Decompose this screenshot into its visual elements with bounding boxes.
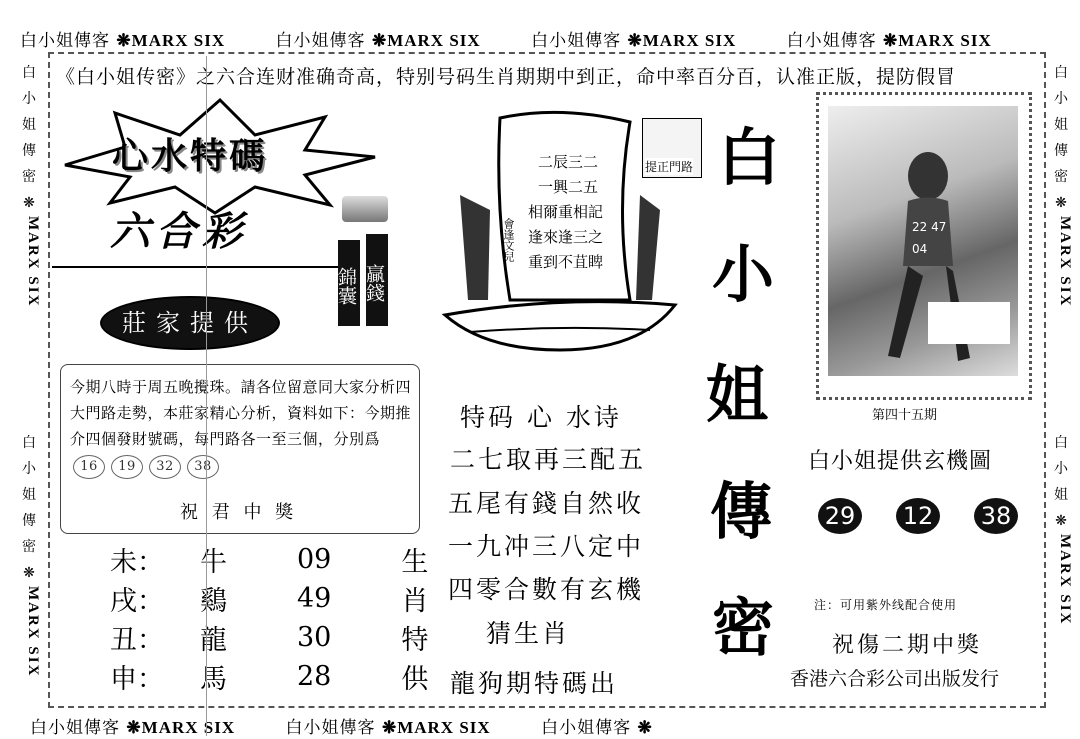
sail-side-text: 會逢文兒 <box>502 218 515 262</box>
info-box-text: 今期八時于周五晚攪珠。請各位留意同大家分析四大門路走勢，本莊家精心分析，資料如下：今期推介四個發財號碼，每門路各一至三個，分別爲 16 19 32 38 <box>70 374 416 479</box>
right-side-column-2: 白 小 姐 ❋ MARX SIX <box>1054 435 1073 626</box>
bottom-banner <box>30 713 697 738</box>
road-label: 提正門路 <box>645 160 694 174</box>
table-row: 丑： 龍 30 特 <box>110 622 429 656</box>
big-title-char: 傳 <box>710 475 773 548</box>
provider-oval: 莊家提供 <box>100 296 280 350</box>
big-title-char: 密 <box>712 591 775 664</box>
banner-item: 白小姐傳客 ❋MARX SIX <box>275 31 481 51</box>
table-row: 戌： 鷄 49 肖 <box>110 583 429 617</box>
issue-label: 第四十五期 <box>872 408 938 423</box>
photo-image <box>828 106 1018 376</box>
road-box <box>642 118 702 178</box>
table-row: 申： 馬 28 供 <box>110 661 429 695</box>
box-number: 19 <box>111 455 143 479</box>
uv-note: 注：可用紫外线配合使用 <box>814 598 958 612</box>
banner-item: 白小姐傳客 ❋MARX SIX <box>285 718 491 738</box>
box-wish: 祝 君 中 獎 <box>180 502 298 523</box>
big-title-char: 小 <box>712 238 775 311</box>
banner-item: 白小姐傳客 ❋MARX SIX <box>786 31 992 51</box>
box-number: 16 <box>73 455 105 479</box>
poem-line: 二七取再三配五 <box>450 445 647 474</box>
big-title-char: 白 <box>718 121 781 194</box>
right-side-column: 白 小 姐 傳 密 ❋ MARX SIX <box>1054 65 1073 308</box>
lucky-ball: 12 <box>896 498 940 534</box>
provide-title: 白小姐提供玄機圖 <box>808 449 993 474</box>
lucky-ball: 38 <box>974 498 1018 534</box>
poem-title: 特码 心 水诗 <box>460 403 622 432</box>
left-side-column: 白 小 姐 傳 密 ❋ MARX SIX <box>18 60 40 307</box>
box-number: 32 <box>149 455 181 479</box>
photo-numbers: 22 47 04 <box>912 220 947 256</box>
big-title-char: 姐 <box>706 358 769 431</box>
poem-line: 猜生肖 <box>486 619 571 648</box>
sail-text: 二辰三二 一興二五 相爾重相記 逢來逢三之 重到不苴睥 <box>528 153 604 271</box>
table-row: 未： 牛 09 生 <box>110 544 429 578</box>
banner-item: 白小姐傳客 ❋MARX SIX <box>30 718 236 738</box>
center-divider <box>206 56 207 736</box>
star-title: 心水特碼 <box>112 136 269 177</box>
seal-right: 贏錢 <box>366 234 388 326</box>
poem-line: 五尾有錢自然收 <box>448 489 645 518</box>
photo-blur-box <box>928 302 1010 344</box>
left-divider <box>52 266 342 268</box>
lucky-ball: 29 <box>818 498 862 534</box>
box-number: 38 <box>187 455 219 479</box>
small-boat-image <box>342 196 388 222</box>
wish-line: 祝傷二期中獎 <box>832 633 983 658</box>
publisher-line: 香港六合彩公司出版发行 <box>790 668 1000 690</box>
intro-line: 《白小姐传密》之六合连财准确奇高，特别号码生肖期期中到正，命中率百分百，认准正版，提防假冒 <box>56 66 957 88</box>
top-banner <box>20 26 992 51</box>
side-en-text: MARX SIX <box>25 216 41 308</box>
poem-line: 龍狗期特碼出 <box>450 669 619 698</box>
banner-item: 白小姐傳客 ❋ <box>541 718 653 738</box>
liuhecai-title: 六合彩 <box>110 209 248 255</box>
banner-item: 白小姐傳客 ❋MARX SIX <box>20 31 226 51</box>
poem-line: 四零合數有玄機 <box>448 575 645 604</box>
seal-left: 錦囊 <box>338 240 360 326</box>
poem-line: 一九冲三八定中 <box>448 532 645 561</box>
banner-item: 白小姐傳客 ❋MARX SIX <box>531 31 737 51</box>
zodiac-table <box>100 540 438 696</box>
left-side-column-2: 白 小 姐 傳 密 ❋ MARX SIX <box>22 435 41 678</box>
lucky-balls <box>818 498 1018 534</box>
